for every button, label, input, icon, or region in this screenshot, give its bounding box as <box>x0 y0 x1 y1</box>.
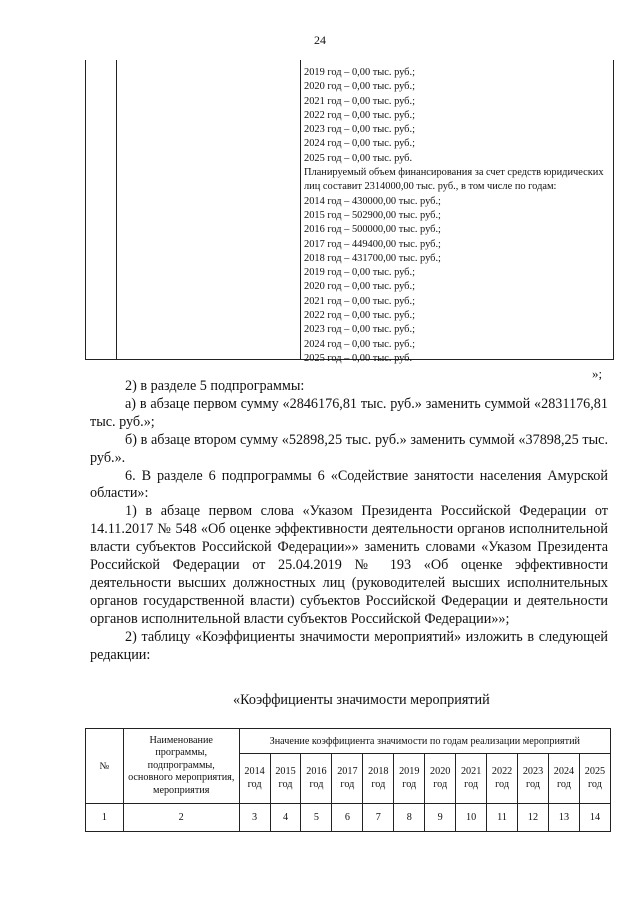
year-value: 2015 <box>275 766 296 777</box>
funding-lines-a <box>304 66 610 166</box>
funding-line: 2022 год – 0,00 тыс. руб.; <box>304 109 415 121</box>
funding-table-continuation <box>85 60 614 364</box>
funding-line: 2024 год – 0,00 тыс. руб.; <box>304 338 415 350</box>
year-value: 2016 <box>306 766 327 777</box>
column-number-cell: 5 <box>301 804 332 832</box>
funding-line: 2025 год – 0,00 тыс. руб. <box>304 352 413 364</box>
year-suffix: год <box>526 778 540 790</box>
year-value: 2021 <box>460 766 482 777</box>
column-number-cell: 13 <box>548 804 579 832</box>
paragraph-2: 2) таблицу «Коэффициенты значимости мероприятий» изложить в следующей редакции: <box>90 628 608 663</box>
year-suffix: год <box>340 778 355 790</box>
year-suffix: год <box>371 778 386 790</box>
funding-line: 2014 год – 430000,00 тыс. руб.; <box>304 195 441 207</box>
funding-line: 2016 год – 500000,00 тыс. руб.; <box>304 224 441 236</box>
closing-quote: »; <box>592 366 603 381</box>
year-header-cell <box>487 754 518 804</box>
paragraph-a: а) в абзаце первом сумму «2846176,81 тыс. руб.» заменить суммой «2831176,81 тыс. руб.»; <box>90 395 608 430</box>
year-suffix: год <box>402 778 417 790</box>
year-value: 2017 <box>337 766 358 777</box>
column-number-cell: 14 <box>579 804 610 832</box>
funding-line: 2025 год – 0,00 тыс. руб. <box>304 152 413 164</box>
year-header-cell <box>363 754 394 804</box>
funding-line: 2017 год – 449400,00 тыс. руб.; <box>304 238 441 250</box>
year-header-cell <box>456 754 487 804</box>
funding-paragraph: Планируемый объем финансирования за счет средств юридических лиц составит 2314000,00 тыс. руб., в том числе по годам: <box>304 167 604 193</box>
funding-line: 2021 год – 0,00 тыс. руб.; <box>304 95 415 107</box>
year-value: 2019 <box>399 766 420 777</box>
year-header-cell <box>332 754 363 804</box>
year-value: 2020 <box>430 766 451 777</box>
column-number-cell: 7 <box>363 804 394 832</box>
document-body <box>90 378 608 665</box>
paragraph-1: 1) в абзаце первом слова «Указом Президента Российской Федерации от 14.11.2017 № 548 «Об оценке эффективности деятельности органов исполнительной власти субъектов Российской Федерации»» заменить словами «Указом Президента Российской Федерации от 25.04.2019 № 193 «Об оценке эффективности деятельности высших должностных лиц (руководителей высших исполнительных органов государственной власти) субъектов Российской Федерации и деятельности органов исполнительной власти субъектов Российской Федерации»»; <box>90 503 608 627</box>
funding-line: 2020 год – 0,00 тыс. руб.; <box>304 81 415 93</box>
year-suffix: год <box>464 778 479 790</box>
table-title: «Коэффициенты значимости мероприятий <box>233 692 490 708</box>
year-suffix: год <box>278 778 293 790</box>
funding-text-cell <box>304 66 610 366</box>
year-value: 2018 <box>368 766 389 777</box>
paragraph-section6: 6. В разделе 6 подпрограммы 6 «Содействие занятости населения Амурской области»: <box>90 467 608 502</box>
year-value: 2022 <box>491 766 513 777</box>
year-suffix: год <box>309 778 324 790</box>
header-number: № <box>86 729 124 804</box>
column-number-cell: 3 <box>239 804 270 832</box>
year-suffix: год <box>433 778 448 790</box>
page-number: 24 <box>314 33 326 47</box>
year-suffix: год <box>588 778 602 790</box>
table-col-name <box>117 60 301 359</box>
coefficients-table <box>85 728 611 832</box>
header-name: Наименование программы, подпрограммы, основного мероприятия, мероприятия <box>123 729 239 804</box>
funding-line: 2023 год – 0,00 тыс. руб.; <box>304 124 415 136</box>
year-header-cell <box>518 754 549 804</box>
year-header-cell <box>548 754 579 804</box>
year-value: 2025 <box>584 766 606 777</box>
header-group: Значение коэффициента значимости по годам реализации мероприятий <box>239 729 610 754</box>
column-number-cell: 10 <box>456 804 487 832</box>
year-suffix: год <box>556 778 571 790</box>
year-header-cell <box>270 754 301 804</box>
year-suffix: год <box>495 778 510 790</box>
column-number-row <box>86 804 611 832</box>
funding-lines-b <box>304 195 610 367</box>
year-header-cell <box>394 754 425 804</box>
funding-line: 2019 год – 0,00 тыс. руб.; <box>304 67 415 78</box>
year-header-cell <box>425 754 456 804</box>
column-number-cell: 8 <box>394 804 425 832</box>
column-number-cell: 1 <box>86 804 124 832</box>
year-header-cell <box>579 754 610 804</box>
column-number-cell: 2 <box>123 804 239 832</box>
year-value: 2023 <box>522 766 544 777</box>
year-value: 2024 <box>553 766 575 777</box>
funding-line: 2021 год – 0,00 тыс. руб.; <box>304 295 415 307</box>
funding-line: 2024 год – 0,00 тыс. руб.; <box>304 138 415 150</box>
column-number-cell: 9 <box>425 804 456 832</box>
funding-line: 2018 год – 431700,00 тыс. руб.; <box>304 252 441 264</box>
column-number-cell: 12 <box>518 804 549 832</box>
table-col-number <box>86 60 117 359</box>
year-suffix: год <box>247 778 262 790</box>
column-number-cell: 11 <box>487 804 518 832</box>
funding-line: 2019 год – 0,00 тыс. руб.; <box>304 267 415 279</box>
funding-line: 2020 год – 0,00 тыс. руб.; <box>304 281 415 293</box>
year-header-cell <box>301 754 332 804</box>
funding-line: 2015 год – 502900,00 тыс. руб.; <box>304 209 441 221</box>
year-value: 2014 <box>244 766 265 777</box>
paragraph-section5: 2) в разделе 5 подпрограммы: <box>125 378 305 394</box>
column-number-cell: 6 <box>332 804 363 832</box>
column-number-cell: 4 <box>270 804 301 832</box>
paragraph-b: б) в абзаце втором сумму «52898,25 тыс. руб.» заменить суммой «37898,25 тыс. руб.». <box>90 431 608 466</box>
funding-line: 2022 год – 0,00 тыс. руб.; <box>304 310 415 322</box>
funding-line: 2023 год – 0,00 тыс. руб.; <box>304 324 415 336</box>
year-header-cell <box>239 754 270 804</box>
